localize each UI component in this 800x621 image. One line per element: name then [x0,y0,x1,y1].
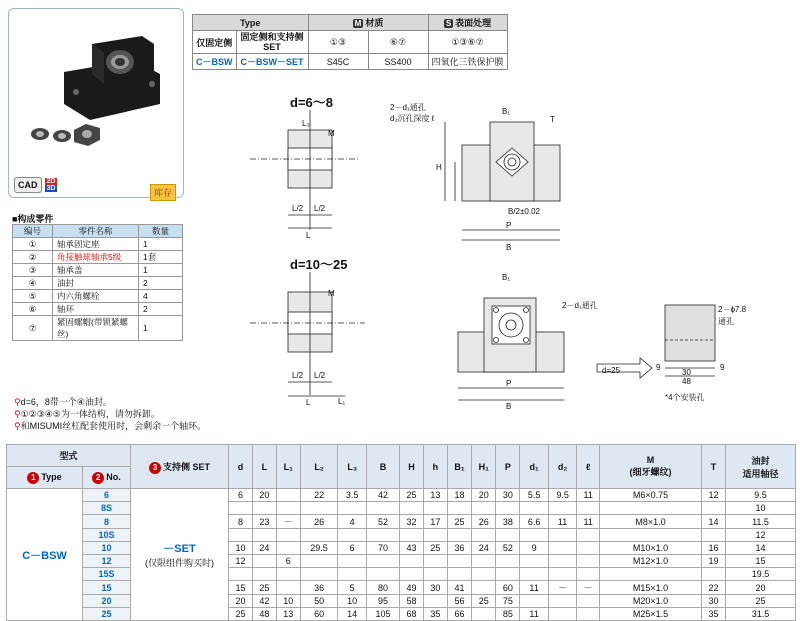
material-parts-2: ⑥⑦ [368,31,428,54]
cell-L1: 13 [276,608,300,621]
cell-L2 [300,555,338,568]
label-two-phi: 2－ϕ7.8 [718,305,747,314]
label-Lhalf-top-a: L/2 [292,204,304,213]
technical-drawings [240,100,800,440]
cell-h [423,502,447,515]
product-photo [12,12,180,172]
cell-P: 52 [496,542,520,555]
cell-l: 11 [577,515,600,529]
cell-T: 35 [702,608,726,621]
cad-3d[interactable]: 3D [46,185,56,192]
cell-L2: 36 [300,581,338,595]
type-cell[interactable]: C－BSW [7,489,83,621]
header-d: d [229,445,253,489]
cell-B [366,502,399,515]
cell-H: 68 [400,608,424,621]
cell-L2: 50 [300,595,338,608]
label-H: H [436,163,442,172]
cell-L: 42 [252,595,276,608]
label-two-d1-bottom: 2－d₁通孔 [562,301,598,310]
cell-L [252,529,276,542]
parts-title: ■构成零件 [12,214,54,224]
cell-seal: 14 [726,542,796,555]
cell-h: 13 [423,489,447,502]
cell-seal: 12 [726,529,796,542]
dim-30: 30 [682,368,691,377]
surface-parts: ①③⑥⑦ [428,31,507,54]
cell-B [366,568,399,581]
cell-L2: 29.5 [300,542,338,555]
cell-P: 85 [496,608,520,621]
cell-L3: 4 [338,515,367,529]
cell-P: 30 [496,489,520,502]
cell-h [423,568,447,581]
header-set: 3 支持侧 SET [131,445,229,489]
cell-H [400,502,424,515]
header-H1: H₁ [472,445,496,489]
cell-M: M12×1.0 [600,555,702,568]
spec-row [7,515,796,529]
surface-header: S 表面处理 [428,15,507,31]
type-code-fixed[interactable]: C－BSW [193,54,237,70]
cell-L2: 22 [300,489,338,502]
header-L2: L₂ [300,445,338,489]
cell-M: M6×0.75 [600,489,702,502]
cell-T: 16 [702,542,726,555]
note-item: ⚲d=6，8带一个④油封。 [14,397,112,407]
cell-H1: 26 [472,515,496,529]
material-header: M 材质 [308,15,428,31]
header-h: h [423,445,447,489]
cell-l: 11 [577,489,600,502]
label-M-bottom: M [328,289,335,298]
set-header: 固定侧和支持侧 SET [236,31,308,54]
cell-P: 38 [496,515,520,529]
cell-B1: 41 [447,581,471,595]
cell-H1: 20 [472,489,496,502]
cell-d1: 11 [520,581,549,595]
cell-d [229,502,253,515]
cell-H [400,529,424,542]
cell-P [496,502,520,515]
note-item: ⚲和MISUMI丝杠配套使用时，会剩余一个轴环。 [14,421,207,431]
cell-d1 [520,555,549,568]
parts-table [12,224,183,341]
cell-B: 70 [366,542,399,555]
label-Lhalf-top-b: L/2 [314,204,326,213]
cell-H1 [472,555,496,568]
cell-L3 [338,529,367,542]
parts-header-name: 零件名称 [53,225,139,238]
cad-badge[interactable] [14,177,57,193]
no-cell[interactable]: 10 [83,542,131,555]
cell-B1 [447,568,471,581]
cell-P: 60 [496,581,520,595]
parts-header-qty: 数量 [139,225,183,238]
spec-row [7,581,796,595]
label-B2: B/2±0.02 [508,207,540,216]
label-T: T [550,115,555,124]
cell-d: 12 [229,555,253,568]
cell-l [577,568,600,581]
dim-9-left: 9 [656,363,661,372]
cell-l [577,595,600,608]
header-T: T [702,445,726,489]
parts-row: ③ 轴承盖 1 [13,264,183,277]
cell-H1 [472,608,496,621]
cell-h [423,595,447,608]
cell-B: 95 [366,595,399,608]
cell-B1: 66 [447,608,471,621]
drawing-title-large: d=10～25 [290,257,348,272]
cell-P [496,529,520,542]
dim-9-right: 9 [720,363,725,372]
parts-header-no: 编号 [13,225,53,238]
cell-d: 20 [229,595,253,608]
label-d25: d=25 [602,366,621,375]
cell-B1 [447,555,471,568]
spec-row [7,568,796,581]
header-kind: 型式 [7,445,131,467]
cell-H1 [472,529,496,542]
cell-H: 25 [400,489,424,502]
cell-d [229,529,253,542]
cell-d1: 6.6 [520,515,549,529]
cell-L1: － [276,515,300,529]
cell-T [702,568,726,581]
cell-L: 48 [252,608,276,621]
cell-B1 [447,502,471,515]
cell-H [400,555,424,568]
cell-l [577,608,600,621]
cell-h: 30 [423,581,447,595]
header-B: B [366,445,399,489]
parts-row: ① 轴承固定座 1 [13,238,183,251]
cell-L1 [276,489,300,502]
cell-seal: 15 [726,555,796,568]
label-L-top: L [306,231,311,240]
cell-h: 17 [423,515,447,529]
cell-d1: 11 [520,608,549,621]
label-P: P [506,221,512,230]
cell-H1: 25 [472,595,496,608]
no-cell[interactable]: 25 [83,608,131,621]
cell-T [702,502,726,515]
cell-seal: 9.5 [726,489,796,502]
cell-d: 15 [229,581,253,595]
cell-H1: 24 [472,542,496,555]
parts-row: ⑤ 内六角螺栓 4 [13,290,183,303]
spec-table [6,444,796,621]
cell-L3: 5 [338,581,367,595]
cell-l: － [577,581,600,595]
material-2: SS400 [368,54,428,70]
cell-d2 [548,608,577,621]
cell-L: 20 [252,489,276,502]
cell-L [252,568,276,581]
cell-d2 [548,568,577,581]
set-cell[interactable]: －SET (仅限组件购买时) [131,489,229,621]
type-table [192,14,508,70]
cell-L3: 3.5 [338,489,367,502]
spec-row [7,489,796,502]
cell-d: 10 [229,542,253,555]
cell-L1 [276,502,300,515]
no-cell[interactable]: 10S [83,529,131,542]
cell-d2 [548,502,577,515]
cell-L3 [338,568,367,581]
no-cell[interactable]: 6 [83,489,131,502]
header-d2: d₂ [548,445,577,489]
cell-P [496,555,520,568]
label-B1: B₁ [502,107,511,116]
cell-T: 12 [702,489,726,502]
no-cell[interactable]: 8 [83,515,131,529]
cell-seal: 31.5 [726,608,796,621]
cell-L2: 26 [300,515,338,529]
cell-T: 30 [702,595,726,608]
header-d1: d₁ [520,445,549,489]
cell-d: 25 [229,608,253,621]
cell-B1: 56 [447,595,471,608]
spec-row [7,502,796,515]
cell-seal: 19.5 [726,568,796,581]
cell-L3: 6 [338,542,367,555]
cell-d2 [548,529,577,542]
label-B1-bottom: B₁ [502,273,511,282]
type-header: Type [193,15,309,31]
label-L1: L₁ [338,397,346,406]
cell-d2 [548,595,577,608]
cell-T: 14 [702,515,726,529]
cell-l [577,555,600,568]
label-B-bottom: B [506,402,512,411]
cell-h: 35 [423,608,447,621]
no-cell[interactable]: 8S [83,502,131,515]
cell-B [366,529,399,542]
label-L3-top: L₃ [302,119,310,128]
label-P-bottom: P [506,379,512,388]
cell-d: 8 [229,515,253,529]
cell-d2: 11 [548,515,577,529]
cell-P: 75 [496,595,520,608]
material-1: S45C [308,54,368,70]
cell-L1 [276,529,300,542]
dim-48: 48 [682,377,691,386]
label-B: B [506,243,512,252]
type-code-set[interactable]: C－BSW－SET [236,54,308,70]
cell-L1: 6 [276,555,300,568]
label-four-holes: *4个安装孔 [665,393,705,402]
cell-L2 [300,568,338,581]
header-L1: L₁ [276,445,300,489]
cell-d1: 5.5 [520,489,549,502]
cell-seal: 11.5 [726,515,796,529]
cell-L1 [276,581,300,595]
header-L: L [252,445,276,489]
cell-d: 6 [229,489,253,502]
material-parts-1: ①③ [308,31,368,54]
cell-seal: 20 [726,581,796,595]
label-L-bottom: L [306,398,311,407]
cell-L1 [276,568,300,581]
cell-H: 58 [400,595,424,608]
cell-d1 [520,595,549,608]
cell-seal: 10 [726,502,796,515]
header-H: H [400,445,424,489]
cell-L3 [338,555,367,568]
spec-row [7,608,796,621]
cell-L: 24 [252,542,276,555]
cell-L [252,502,276,515]
drawing-title-small: d=6～8 [290,95,333,110]
label-two-d1: 2－d₁通孔 [390,103,426,112]
cell-h [423,555,447,568]
cell-d1 [520,568,549,581]
no-cell[interactable]: 15S [83,568,131,581]
no-cell[interactable]: 20 [83,595,131,608]
cad-label: CAD [14,177,42,193]
cell-B1 [447,529,471,542]
cell-B: 42 [366,489,399,502]
parts-row: ② 角接触球轴承5级 1套 [13,251,183,264]
cell-H: 49 [400,581,424,595]
cell-l [577,542,600,555]
cell-L2 [300,502,338,515]
header-type: 1 Type [7,467,83,489]
cell-L: 23 [252,515,276,529]
cell-B: 105 [366,608,399,621]
cell-L [252,555,276,568]
cell-B1: 36 [447,542,471,555]
cell-l [577,529,600,542]
cell-B: 80 [366,581,399,595]
label-M: M [328,129,335,138]
notes [14,396,206,432]
cell-L2 [300,529,338,542]
cell-M: M8×1.0 [600,515,702,529]
cell-T: 19 [702,555,726,568]
cell-H1 [472,568,496,581]
stock-badge: 库存 [150,184,176,201]
cell-d1 [520,502,549,515]
cell-h [423,529,447,542]
header-P: P [496,445,520,489]
cell-M [600,502,702,515]
cell-H [400,568,424,581]
cad-2d[interactable]: 2D [46,178,56,185]
surface-treatment: 四氧化三铁保护膜 [428,54,507,70]
cell-M: M15×1.0 [600,581,702,595]
header-no: 2 No. [83,467,131,489]
spec-row [7,595,796,608]
cell-L1: 10 [276,595,300,608]
header-seal: 油封 适用轴径 [726,445,796,489]
cell-M [600,568,702,581]
cell-B1: 25 [447,515,471,529]
cell-T: 22 [702,581,726,595]
cell-B1: 18 [447,489,471,502]
parts-row: ⑦ 紧固螺帽(带锁紧螺丝) 1 [13,316,183,341]
cell-M: M10×1.0 [600,542,702,555]
cell-L: 25 [252,581,276,595]
spec-row [7,542,796,555]
cell-B: 52 [366,515,399,529]
cell-L3: 10 [338,595,367,608]
cell-M [600,529,702,542]
cell-L3 [338,502,367,515]
cell-H: 32 [400,515,424,529]
cell-d2 [548,542,577,555]
note-item: ⚲①②③④⑤为一体结构，请勿拆卸。 [14,409,160,419]
spec-row [7,555,796,568]
no-cell[interactable]: 15 [83,581,131,595]
cell-L1 [276,542,300,555]
cell-d1 [520,529,549,542]
cell-H1 [472,502,496,515]
label-Lhalf-bottom-a: L/2 [292,371,304,380]
parts-row: ⑥ 轴环 2 [13,303,183,316]
cell-B [366,555,399,568]
header-L3: L₃ [338,445,367,489]
cell-d [229,568,253,581]
cell-d1: 9 [520,542,549,555]
cell-H1 [472,581,496,595]
label-d2-depth: d₂沉孔深度 ℓ [390,114,435,123]
label-Lhalf-bottom-b: L/2 [314,371,326,380]
header-B1: B₁ [447,445,471,489]
label-thru-hole: 通孔 [718,317,734,326]
cell-P [496,568,520,581]
cell-T [702,529,726,542]
cell-M: M25×1.5 [600,608,702,621]
cell-d2: － [548,581,577,595]
fixed-side-header: 仅固定侧 [193,31,237,54]
cell-d2: 9.5 [548,489,577,502]
header-M: M (细牙螺纹) [600,445,702,489]
cell-d2 [548,555,577,568]
cell-l [577,502,600,515]
parts-row: ④ 油封 2 [13,277,183,290]
cell-L2: 60 [300,608,338,621]
cell-h: 25 [423,542,447,555]
no-cell[interactable]: 12 [83,555,131,568]
cell-M: M20×1.0 [600,595,702,608]
cell-L3: 14 [338,608,367,621]
header-l: ℓ [577,445,600,489]
spec-row [7,529,796,542]
cell-seal: 25 [726,595,796,608]
cell-H: 43 [400,542,424,555]
